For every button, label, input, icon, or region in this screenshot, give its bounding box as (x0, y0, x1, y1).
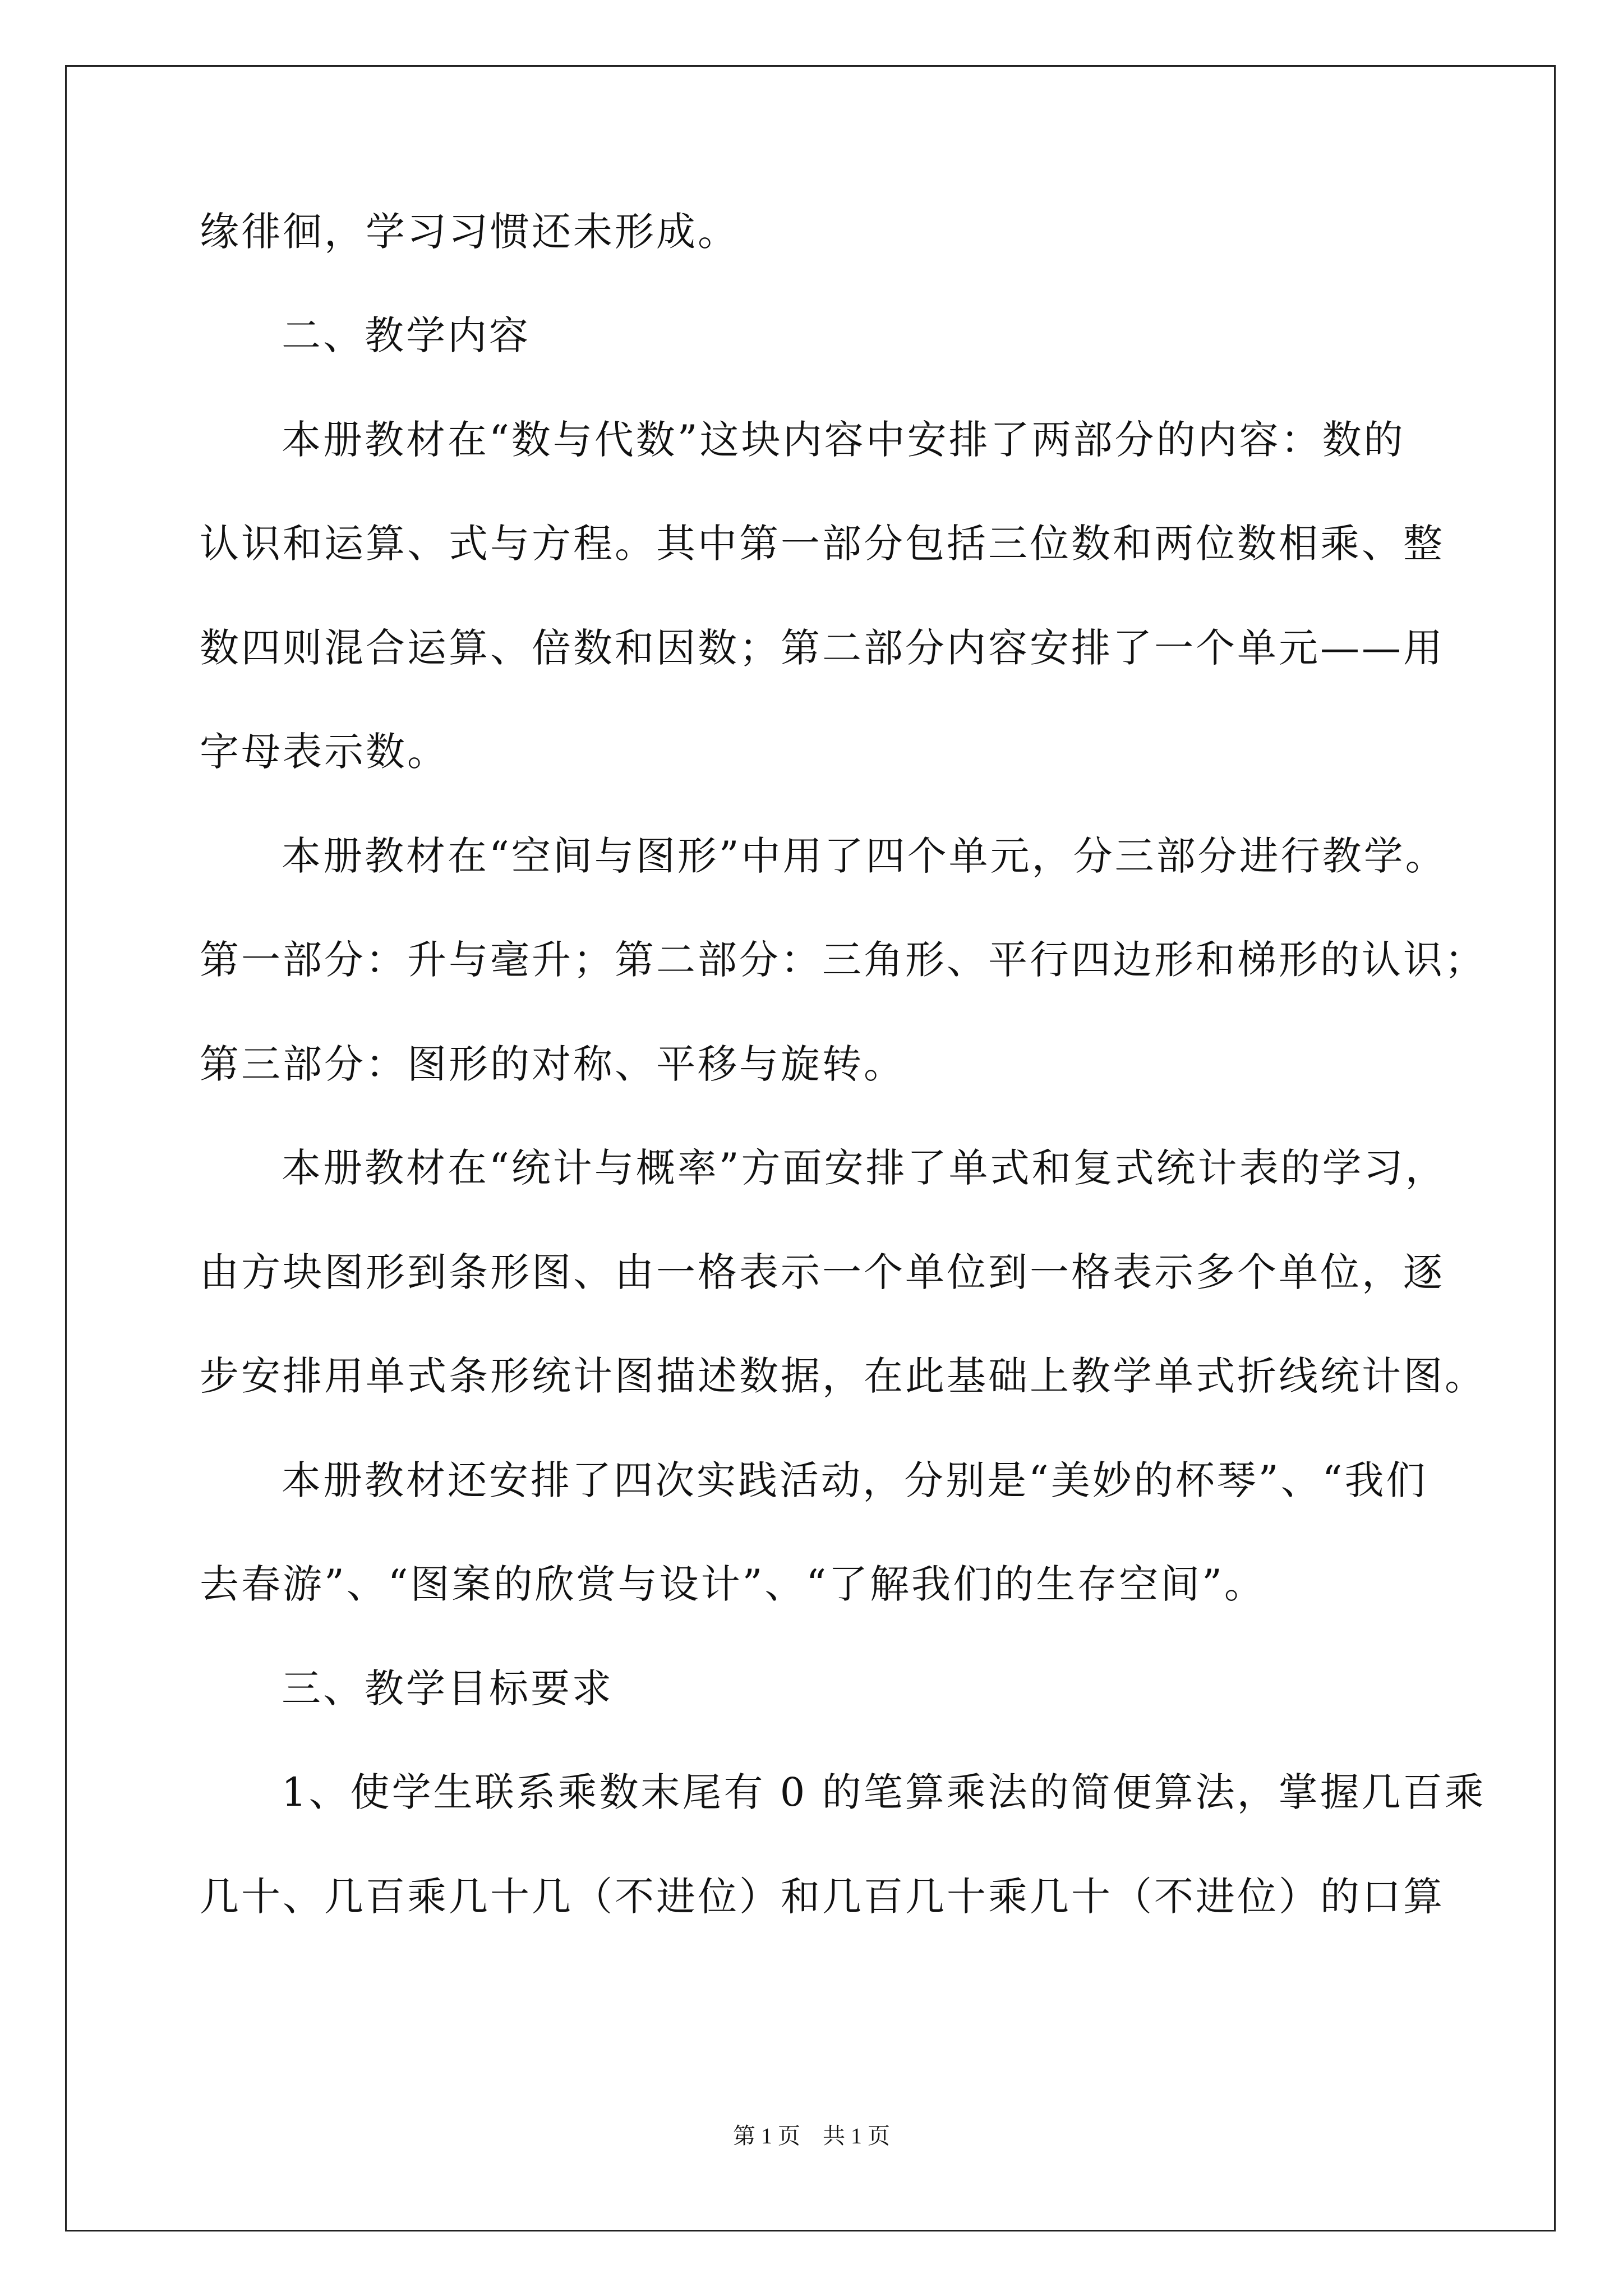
text-line: 第三部分：图形的对称、平移与旋转。 (200, 1041, 905, 1087)
text-line: 1、使学生联系乘数末尾有 0 的笔算乘法的简便算法，掌握几百乘 (282, 1769, 1486, 1815)
text-line: 步安排用单式条形统计图描述数据，在此基础上教学单式折线统计图。 (200, 1353, 1486, 1399)
page-footer: 第 1 页 共 1 页 (733, 2123, 890, 2148)
text-line: 去春游”、“图案的欣赏与设计”、“了解我们的生存空间”。 (200, 1561, 1266, 1607)
text-line: 字母表示数。 (200, 729, 449, 775)
text-line: 几十、几百乘几十几（不进位）和几百几十乘几十（不进位）的口算 (200, 1874, 1445, 1920)
text-line: 本册教材在“空间与图形”中用了四个单元，分三部分进行教学。 (282, 833, 1447, 879)
text-line: 认识和运算、式与方程。其中第一部分包括三位数和两位数相乘、整 (200, 521, 1445, 567)
text-line: 本册教材还安排了四次实践活动，分别是“美妙的杯琴”、“我们 (282, 1457, 1428, 1503)
text-line: 本册教材在“统计与概率”方面安排了单式和复式统计表的学习， (282, 1145, 1447, 1191)
section-heading: 二、教学内容 (282, 312, 531, 358)
text-line: 缘徘徊，学习习惯还未形成。 (200, 209, 739, 255)
text-line: 由方块图形到条形图、由一格表示一个单位到一格表示多个单位，逐 (200, 1249, 1445, 1295)
text-line: 本册教材在“数与代数”这块内容中安排了两部分的内容：数的 (282, 417, 1405, 463)
text-line: 第一部分：升与毫升；第二部分：三角形、平行四边形和梯形的认识； (200, 937, 1486, 983)
text-line: 数四则混合运算、倍数和因数；第二部分内容安排了一个单元——用 (200, 625, 1445, 671)
section-heading: 三、教学目标要求 (282, 1665, 614, 1711)
